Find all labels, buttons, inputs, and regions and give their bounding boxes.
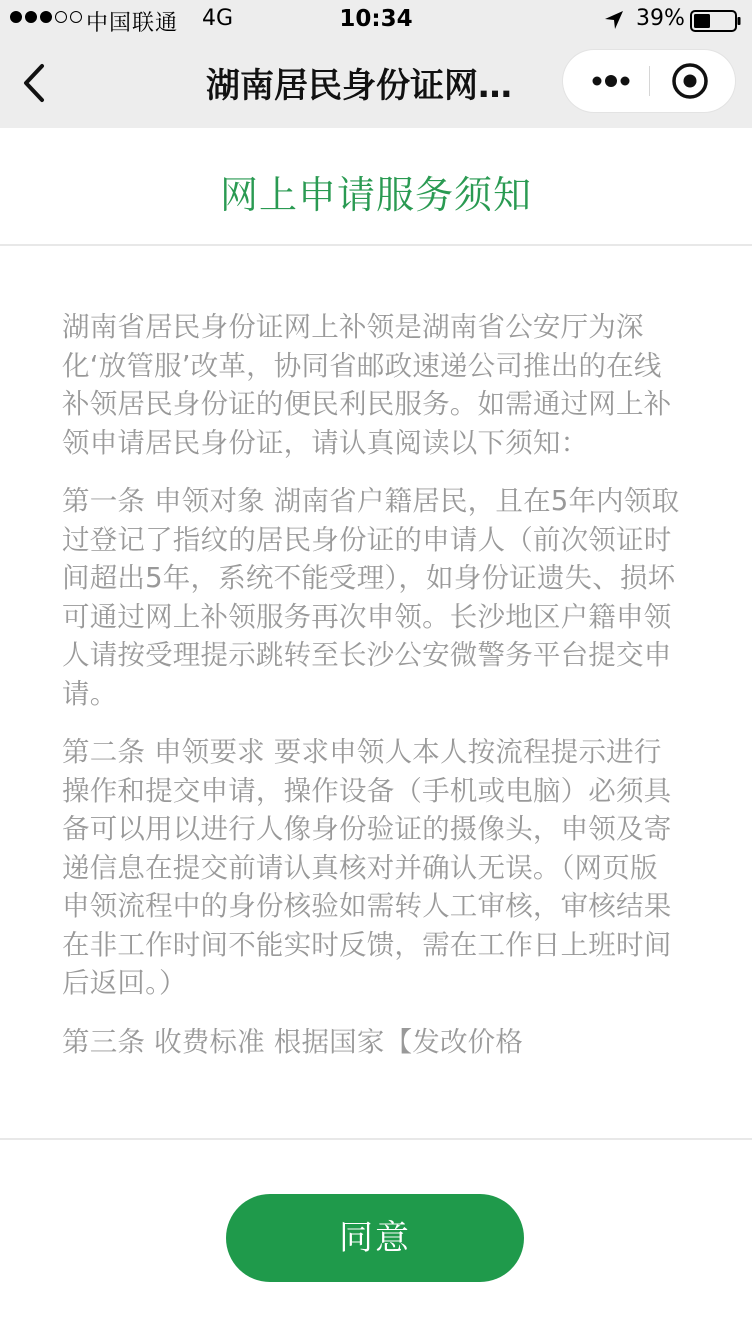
back-arrow-icon[interactable]: [12, 58, 62, 108]
location-arrow-icon: [603, 9, 625, 31]
notice-intro-paragraph: 湖南省居民身份证网上补领是湖南省公安厅为深化‘放管服’改革，协同省邮政速递公司推出的在线补领居民身份证的便民利民服务。如需通过网上补领申请居民身份证，请认真阅读以下须知：: [62, 311, 672, 459]
status-bar: [0, 0, 752, 40]
notice-article-3: 第三条 收费标准 根据国家【发改价格: [62, 1025, 524, 1058]
close-mini-program-icon[interactable]: [667, 58, 713, 104]
navigation-bar: [0, 40, 752, 128]
agree-button[interactable]: 同意: [226, 1194, 524, 1282]
notice-article-1: 第一条 申领对象 湖南省户籍居民，且在5年内领取过登记了指纹的居民身份证的申请人（前次领证时间超出5年，系统不能受理），如身份证遗失、损坏可通过网上补领服务再次申领。长沙地区户籍申领人请按受理提示跳转至长沙公安微警务平台提交申请。: [62, 485, 680, 710]
battery-icon: [690, 10, 742, 32]
capsule-divider: [649, 66, 650, 96]
notice-heading: 网上申请服务须知: [219, 173, 532, 217]
content-divider: [0, 1138, 752, 1140]
notice-content: [62, 308, 682, 1108]
network-type: 4G: [202, 6, 234, 31]
notice-article-2: 第二条 申领要求 要求申领人本人按流程提示进行操作和提交申请，操作设备（手机或电脑）必须具备可以用以进行人像身份验证的摄像头，申领及寄递信息在提交前请认真核对并确认无误。（网页版申领流程中的身份核验如需转人工审核，审核结果在非工作时间不能实时反馈，需在工作日上班时间后返回。）: [62, 736, 672, 999]
mini-program-capsule: [563, 50, 735, 112]
carrier-name: 中国联通: [86, 11, 179, 36]
status-time: 10:34: [339, 6, 413, 32]
heading-section: [0, 128, 752, 246]
more-options-icon[interactable]: [575, 50, 647, 112]
page-title: 湖南居民身份证网…: [206, 66, 512, 106]
top-bar: [0, 0, 752, 128]
battery-percentage: 39%: [636, 6, 685, 31]
